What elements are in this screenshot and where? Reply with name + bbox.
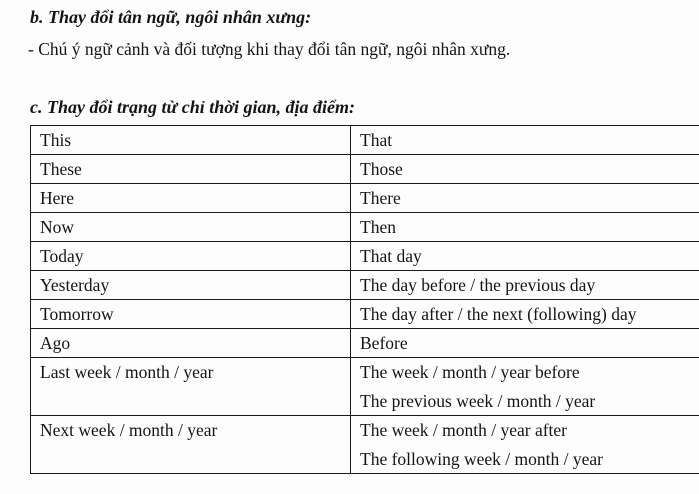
table-row xyxy=(31,329,699,358)
direct-word-cell: Tomorrow xyxy=(31,300,351,329)
table-row xyxy=(31,358,699,416)
direct-word-cell: Last week / month / year xyxy=(31,358,351,416)
reported-word-cell xyxy=(351,329,699,358)
table-row xyxy=(31,300,699,329)
reported-word-line: The week / month / year after xyxy=(360,420,567,440)
reported-word-line: That day xyxy=(360,246,422,266)
section-b-heading: b. Thay đổi tân ngữ, ngôi nhân xưng: xyxy=(30,7,312,27)
table-row xyxy=(31,271,699,300)
reported-word-line: The previous week / month / year xyxy=(360,391,596,411)
table-row xyxy=(31,213,699,242)
reported-word-cell xyxy=(351,300,699,329)
reported-word-cell xyxy=(351,271,699,300)
direct-word-cell: This xyxy=(31,126,351,155)
reported-word-cell xyxy=(351,184,699,213)
reported-word-line: Then xyxy=(360,217,396,237)
reported-word-line: The week / month / year before xyxy=(360,362,580,382)
reported-word-cell xyxy=(351,358,699,416)
reported-word-line: The following week / month / year xyxy=(360,449,603,469)
reported-word-line: Those xyxy=(360,159,403,179)
time-place-adverb-table xyxy=(30,125,699,474)
table-row xyxy=(31,242,699,271)
direct-word-cell: Yesterday xyxy=(31,271,351,300)
direct-word-cell: Today xyxy=(31,242,351,271)
reported-word-cell xyxy=(351,242,699,271)
reported-word-line: The day before / the previous day xyxy=(360,275,596,295)
table-row xyxy=(31,184,699,213)
section-c-heading: c. Thay đổi trạng từ chỉ thời gian, địa điểm: xyxy=(30,97,355,117)
reported-word-line: There xyxy=(360,188,401,208)
table-row xyxy=(31,416,699,474)
direct-word-cell: Next week / month / year xyxy=(31,416,351,474)
reported-word-line: That xyxy=(360,130,393,150)
table-row xyxy=(31,126,699,155)
section-b-note: - Chú ý ngữ cảnh và đối tượng khi thay đổi tân ngữ, ngôi nhân xưng. xyxy=(28,39,511,59)
reported-word-cell xyxy=(351,126,699,155)
direct-word-cell: Now xyxy=(31,213,351,242)
reported-word-line: Before xyxy=(360,333,408,353)
direct-word-cell: Ago xyxy=(31,329,351,358)
reported-word-cell xyxy=(351,155,699,184)
reported-word-cell xyxy=(351,213,699,242)
table-row xyxy=(31,155,699,184)
reported-word-cell xyxy=(351,416,699,474)
direct-word-cell: Here xyxy=(31,184,351,213)
adverb-table-body xyxy=(31,126,699,474)
reported-word-line: The day after / the next (following) day xyxy=(360,304,637,324)
direct-word-cell: These xyxy=(31,155,351,184)
